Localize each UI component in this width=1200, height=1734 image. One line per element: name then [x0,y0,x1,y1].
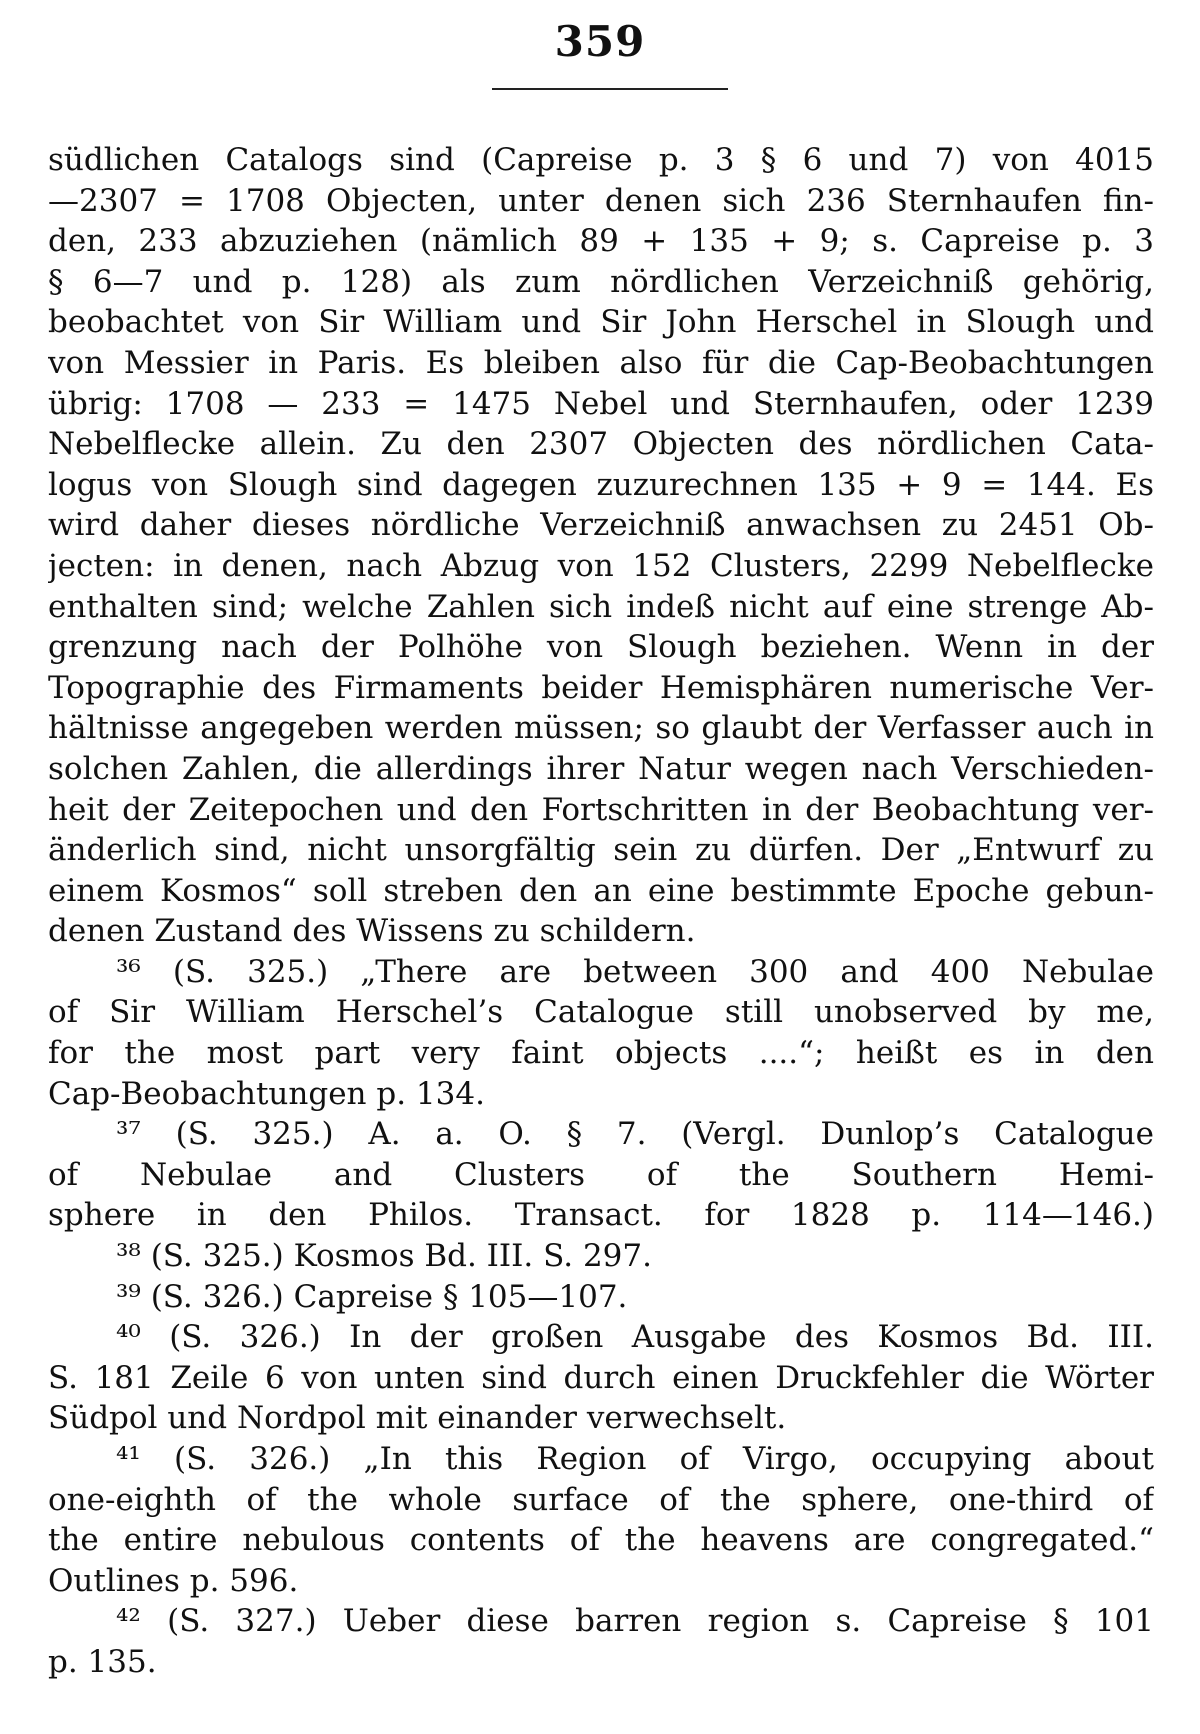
text-line: wird daher dieses nördliche Verzeichniß anwachsen zu 2451 Ob- [48,507,1154,544]
footnote-42: ⁴² (S. 327.) Ueber diese barren region s. Capreise § 101 [116,1603,1154,1640]
text-line: denen Zustand des Wissens zu schildern. [48,913,696,950]
text-line: solchen Zahlen, die allerdings ihrer Natur wegen nach Verschieden- [48,750,1154,787]
text-line: von Messier in Paris. Es bleiben also für die Cap-Beobachtungen [48,344,1154,381]
page-number: 359 [554,17,646,66]
footnote-38: ³⁸ (S. 325.) Kosmos Bd. III. S. 297. [116,1238,652,1275]
text-line: sphere in den Philos. Transact. for 1828 p. 114—146.) [48,1197,1154,1234]
text-line: Topographie des Firmaments beider Hemisphären numerische Ver- [48,669,1154,706]
text-line: einem Kosmos“ soll streben den an eine bestimmte Epoche gebun- [48,872,1154,909]
text-line: of Nebulae and Clusters of the Southern Hemi- [48,1156,1154,1193]
footnote-41: ⁴¹ (S. 326.) „In this Region of Virgo, occupying about [116,1441,1154,1477]
text-line: Cap-Beobachtungen p. 134. [48,1075,485,1112]
header-rule [492,88,728,90]
footnote-37: ³⁷ (S. 325.) A. a. O. § 7. (Vergl. Dunlop’s Catalogue [116,1116,1154,1153]
footnote-36: ³⁶ (S. 325.) „There are between 300 and 400 Nebulae [116,953,1154,990]
text-line: § 6—7 und p. 128) als zum nördlichen Verzeichniß gehörig, [48,263,1154,300]
text-line: beobachtet von Sir William und Sir John Herschel in Slough und [48,304,1154,341]
text-line: Outlines p. 596. [48,1562,299,1599]
text-line: grenzung nach der Polhöhe von Slough beziehen. Wenn in der [48,629,1154,666]
text-line: hältnisse angegeben werden müssen; so glaubt der Verfasser auch in [48,710,1154,747]
footnote-40: ⁴⁰ (S. 326.) In der großen Ausgabe des Kosmos Bd. III. [116,1319,1154,1356]
text-line: Nebelflecke allein. Zu den 2307 Objecten des nördlichen Cata- [48,426,1154,463]
text-line: p. 135. [48,1643,157,1680]
text-line: logus von Slough sind dagegen zuzurechnen 135 + 9 = 144. Es [48,466,1154,503]
text-line: den, 233 abzuziehen (nämlich 89 + 135 + 9; s. Capreise p. 3 [48,223,1154,260]
text-line: südlichen Catalogs sind (Capreise p. 3 § 6 und 7) von 4015 [48,142,1154,178]
text-line: jecten: in denen, nach Abzug von 152 Clusters, 2299 Nebelflecke [48,547,1154,584]
text-line: heit der Zeitepochen und den Fortschritten in der Beobachtung ver- [48,791,1154,828]
text-line: of Sir William Herschel’s Catalogue still unobserved by me, [48,994,1154,1031]
footnote-39: ³⁹ (S. 326.) Capreise § 105—107. [116,1278,628,1315]
text-line: Südpol und Nordpol mit einander verwechselt. [48,1400,787,1437]
text-line: —2307 = 1708 Objecten, unter denen sich 236 Sternhaufen fin- [48,182,1154,219]
text-line: for the most part very faint objects ....“; heißt es in den [48,1035,1154,1072]
text-line: übrig: 1708 — 233 = 1475 Nebel und Sternhaufen, oder 1239 [48,385,1154,422]
text-line: one-eighth of the whole surface of the sphere, one-third of [48,1481,1154,1518]
text-line: änderlich sind, nicht unsorgfältig sein zu dürfen. Der „Entwurf zu [48,832,1154,869]
text-line: enthalten sind; welche Zahlen sich indeß nicht auf eine strenge Ab- [48,588,1154,625]
text-line: the entire nebulous contents of the heavens are congregated.“ [48,1522,1154,1559]
text-line: S. 181 Zeile 6 von unten sind durch einen Druckfehler die Wörter [48,1359,1154,1396]
page-body [48,140,1154,1683]
